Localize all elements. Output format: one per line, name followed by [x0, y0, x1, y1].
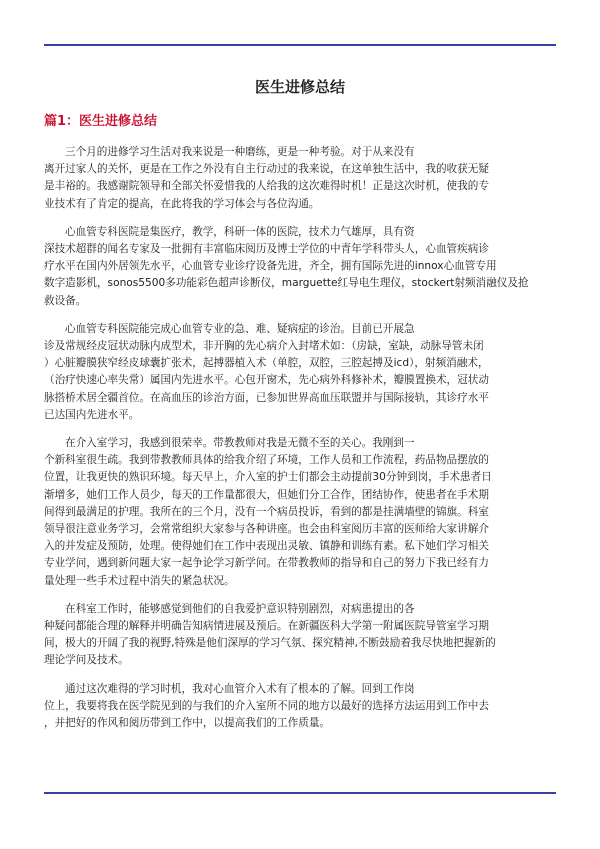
paragraph-line: 已达国内先进水平。: [44, 408, 140, 421]
paragraph: [44, 601, 556, 670]
paragraph-line: 领导很注意业务学习，会常常组织大家参与各种讲座。也会由科室阅历丰富的医师给大家讲解介: [44, 523, 489, 536]
paragraph: [44, 144, 556, 213]
paragraph-line: 在科室工作时，能够感觉到他们的自我爱护意识特别剧烈，对病患提出的各: [65, 602, 415, 615]
paragraph-line: 渐增多，她们工作人员少，每天的工作量都很大，但她们分工合作，团结协作，使患者在手术期: [44, 488, 489, 501]
paragraph-line: 间得到最满足的护理。我所在的三个月，没有一个病员投诉，看到的都是挂满墙壁的锦旗。科室: [44, 505, 489, 518]
paragraph-container: [44, 144, 556, 732]
paragraph-line: 是丰裕的。我感谢院领导和全部关怀爱惜我的人给我的这次难得时机！正是这次时机，使我的专: [44, 180, 489, 193]
paragraph-line: ，并把好的作风和阅历带到工作中，以提高我们的工作质量。: [44, 717, 331, 730]
bottom-rule: [44, 792, 556, 794]
paragraph-line: 离开过家人的关怀，更是在工作之外没有自主行动过的我来说，在这单独生活中，我的收获无疑: [44, 163, 489, 176]
paragraph-line: 救设备。: [44, 294, 87, 307]
paragraph-line: 专业学问，遇到新问题大家一起争论学习新学问。在带教教师的指导和自己的努力下我已经有力: [44, 557, 489, 570]
paragraph-line: 种疑问都能合理的解释并明确告知病情进展及预后。在新疆医科大学第一附属医院导管室学习期: [44, 620, 489, 633]
paragraph-line: 三个月的进修学习生活对我来说是一种磨练，更是一种考验。对于从来没有: [65, 146, 415, 158]
paragraph-line: 位置，让我更快的熟识环境。每天早上，介入室的护士们都会主动提前30分钟到岗，手术患者日: [44, 471, 492, 484]
paragraph-line: （治疗快速心率失常）属国内先进水平。心包开窗术，先心病外科修补术，瓣膜置换术，冠状动: [44, 374, 489, 387]
paragraph-line: ）心脏瓣膜狭窄经皮球囊扩张术，起搏器植入术（单腔，双腔，三腔起搏及icd），射频消融术，: [44, 357, 489, 370]
document-body: [44, 76, 556, 743]
paragraph-line: 脉搭桥术居全疆首位。在高血压的诊治方面，已参加世界高血压联盟并与国际接轨，其诊疗水平: [44, 391, 489, 404]
paragraph-line: 间，极大的开阔了我的视野,特殊是他们深厚的学习气氛、探究精神,不断鼓励着我尽快地把握新的: [44, 637, 496, 650]
paragraph-line: 入的并发症及预防，处理。使得她们在工作中表现出灵敏、镇静和训练有素。私下她们学习相关: [44, 540, 489, 553]
paragraph: [44, 681, 556, 733]
paragraph-line: 通过这次难得的学习时机，我对心血管介入术有了根本的了解。回到工作岗: [65, 682, 415, 695]
paragraph-line: 诊及常规经皮冠状动脉内成型术，非开胸的先心病介入封堵术如：（房缺，室缺，动脉导管未闭: [44, 340, 484, 353]
document-title: 医生进修总结: [254, 78, 345, 96]
paragraph-line: 心血管专科医院是集医疗，教学，科研一体的医院，技术力气雄厚，具有资: [65, 225, 415, 238]
paragraph-line: 理论学问及技术。: [44, 654, 129, 667]
paragraph-line: 业技术有了肯定的提高，在此将我的学习体会与各位沟通。: [44, 197, 320, 210]
section-heading: 篇1：医生进修总结: [44, 114, 158, 129]
paragraph: [44, 435, 556, 590]
paragraph: [44, 321, 556, 424]
paragraph-line: 疗水平在国内外居领先水平，心血管专业诊疗设备先进，齐全，拥有国际先进的innox心血管专用: [44, 260, 497, 273]
top-rule: [44, 44, 556, 46]
paragraph-line: 深技术超群的闻名专家及一批拥有丰富临床阅历及博士学位的中青年学科带头人，心血管疾病诊: [44, 243, 489, 256]
paragraph-line: 数字造影机，sonos5500多功能彩色超声诊断仪，marguette红导电生理仪，stockert射频消融仪及抢: [44, 277, 529, 290]
paragraph-line: 个新科室很生疏。我到带教教师具体的给我介绍了环境，工作人员和工作流程，药品物品摆放的: [44, 454, 489, 467]
paragraph-line: 位上，我要将我在医学院见到的与我们的介入室所不同的地方以最好的选择方法运用到工作中去: [44, 699, 489, 712]
paragraph: [44, 224, 556, 310]
paragraph-line: 在介入室学习，我感到很荣幸。带教教师对我是无微不至的关心。我刚到一: [65, 437, 415, 450]
paragraph-line: 心血管专科医院能完成心血管专业的急、难、疑病症的诊治。目前已开展急: [65, 322, 415, 335]
paragraph-line: 量处理一些手术过程中消失的紧急状况。: [44, 574, 235, 587]
